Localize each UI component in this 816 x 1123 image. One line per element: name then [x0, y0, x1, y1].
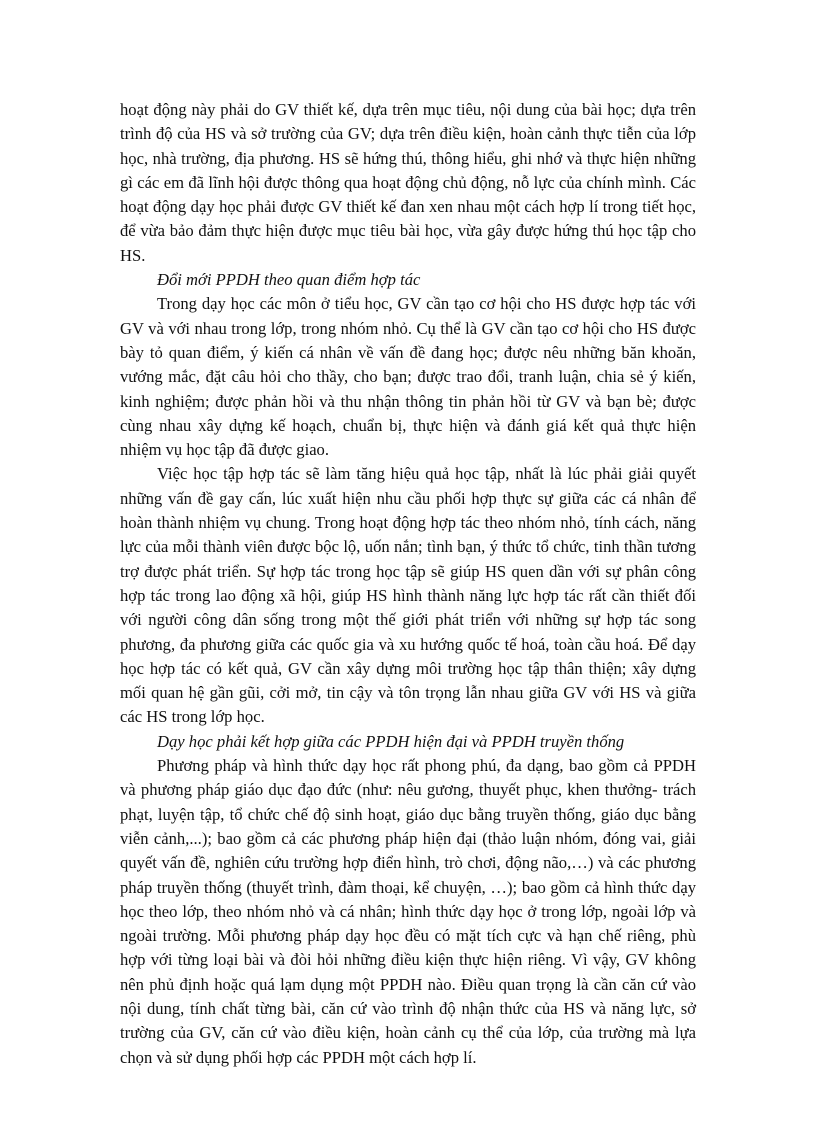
paragraph-cooperative-learning: Việc học tập hợp tác sẽ làm tăng hiệu quả học tập, nhất là lúc phải giải quyết những vấn đề gay cấn, lúc xuất hiện nhu cầu phối hợp thực sự giữa các cá nhân để hoàn thành nhiệm vụ chung. Trong hoạt động hợp tác theo nhóm nhỏ, tính cách, năng lực của mỗi thành viên được bộc lộ, uốn nắn; tình bạn, ý thức tổ chức, tinh thần tương trợ được phát triển. Sự hợp tác trong học tập sẽ giúp HS quen dần với sự phân công hợp tác trong lao động xã hội, giúp HS hình thành năng lực hợp tác rất cần thiết đối với người công dân sống trong một thế giới phát triển với những sự hợp tác song phương, đa phương giữa các quốc gia và xu hướng quốc tế hoá, toàn cầu hoá. Để dạy học hợp tác có kết quả, GV cần xây dựng môi trường học tập thân thiện; xây dựng mối quan hệ gần gũi, cởi mở, tin cậy và tôn trọng lẫn nhau giữa GV với HS và giữa các HS trong lớp học.	[120, 464, 696, 727]
document-page	[120, 98, 696, 1070]
paragraph-cooperation-opportunities: Trong dạy học các môn ở tiểu học, GV cần tạo cơ hội cho HS được hợp tác với GV và với nhau trong lớp, trong nhóm nhỏ. Cụ thể là GV cần tạo cơ hội cho HS được bày tỏ quan điểm, ý kiến cá nhân về vấn đề đang học; được nêu những băn khoăn, vướng mắc, đặt câu hỏi cho thầy, cho bạn; được trao đổi, tranh luận, chia sẻ ý kiến, kinh nghiệm; được phản hồi và thu nhận thông tin phản hồi từ GV và bạn bè; được cùng nhau xây dựng kế hoạch, chuẩn bị, thực hiện và đánh giá kết quả thực hiện nhiệm vụ học tập đã được giao.	[120, 294, 696, 460]
heading-cooperative-ppdh: Đổi mới PPDH theo quan điểm hợp tác	[157, 270, 421, 290]
paragraph-activity-design: hoạt động này phải do GV thiết kế, dựa trên mục tiêu, nội dung của bài học; dựa trên trình độ của HS và sở trường của GV; dựa trên điều kiện, hoàn cảnh thực tiễn của lớp học, nhà trường, địa phương. HS sẽ hứng thú, thông hiểu, ghi nhớ và thực hiện những gì các em đã lĩnh hội được thông qua hoạt động chủ động, nỗ lực của chính mình. Các hoạt động dạy học phải được GV thiết kế đan xen nhau một cách hợp lí trong tiết học, để vừa bảo đảm thực hiện được mục tiêu bài học, vừa gây được hứng thú học tập cho HS.	[120, 100, 696, 265]
heading-modern-traditional-ppdh: Dạy học phải kết hợp giữa các PPDH hiện đại và PPDH truyền thống	[157, 731, 625, 751]
paragraph-teaching-methods: Phương pháp và hình thức dạy học rất phong phú, đa dạng, bao gồm cả PPDH và phương pháp giáo dục đạo đức (như: nêu gương, thuyết phục, khen thưởng- trách phạt, luyện tập, tổ chức chế độ sinh hoạt, giáo dục bằng truyền thống, giáo dục bằng viễn cảnh,...); bao gồm cả các phương pháp hiện đại (thảo luận nhóm, đóng vai, giải quyết vấn đề, nghiên cứu trường hợp điển hình, trò chơi, động não,…) và các phương pháp truyền thống (thuyết trình, đàm thoại, kể chuyện, …); bao gồm cả hình thức dạy học theo lớp, theo nhóm nhỏ và cá nhân; hình thức dạy học ở trong lớp, ngoài lớp và ngoài trường. Mỗi phương pháp dạy học đều có mặt tích cực và hạn chế riêng, phù hợp với từng loại bài và đòi hỏi những điều kiện thực hiện riêng. Vì vậy, GV không nên phủ định hoặc quá lạm dụng một PPDH nào. Điều quan trọng là cần căn cứ vào nội dung, tính chất từng bài, căn cứ vào trình độ nhận thức của HS và năng lực, sở trường của GV, căn cứ vào điều kiện, hoàn cảnh cụ thể của lớp, của trường mà lựa chọn và sử dụng phối hợp các PPDH một cách hợp lí.	[120, 756, 696, 1067]
